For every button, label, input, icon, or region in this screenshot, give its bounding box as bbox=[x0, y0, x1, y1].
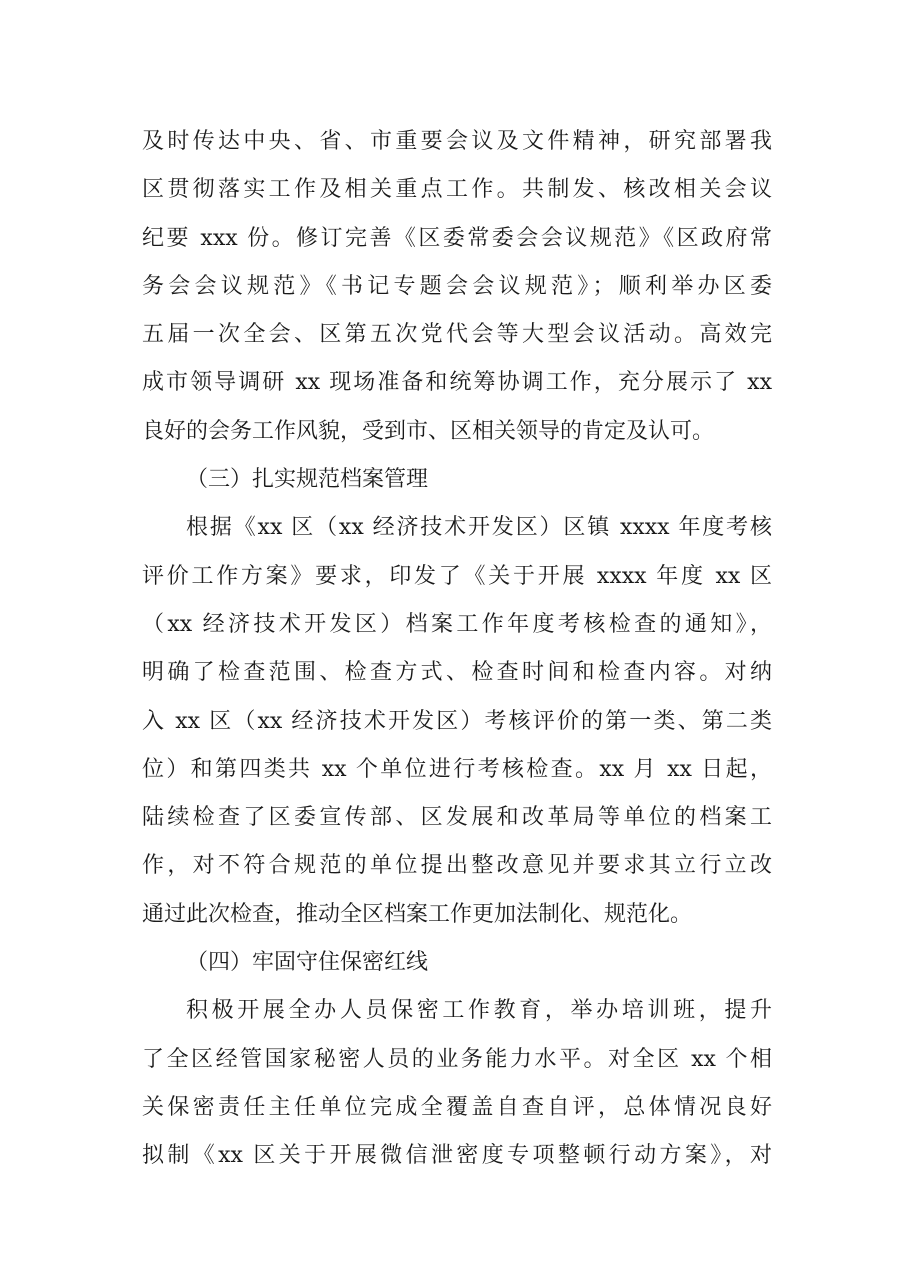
text-line: 关保密责任主任单位完成全覆盖自查自评，总体情况良好 bbox=[142, 1094, 772, 1120]
text-line: 积极开展全办人员保密工作教育，举办培训班，提升 bbox=[186, 998, 772, 1024]
text-line: 评价工作方案》要求，印发了《关于开展 xxxx 年度 xx 区 bbox=[142, 563, 772, 589]
text-line: 陆续检查了区委宣传部、区发展和改革局等单位的档案工 bbox=[142, 805, 772, 831]
text-line: 位）和第四类共 xx 个单位进行考核检查。xx 月 xx 日起， bbox=[142, 756, 772, 782]
section-heading: （四）牢固守住保密红线 bbox=[186, 950, 429, 976]
text-line: 良好的会务工作风貌，受到市、区相关领导的肯定及认可。 bbox=[142, 418, 715, 444]
text-line: 成市领导调研 xx 现场准备和统筹协调工作，充分展示了 xx bbox=[142, 370, 772, 396]
text-line: 了全区经管国家秘密人员的业务能力水平。对全区 xx 个相 bbox=[142, 1046, 772, 1072]
text-line: 作，对不符合规范的单位提出整改意见并要求其立行立改 bbox=[142, 853, 772, 879]
text-line: 通过此次检查，推动全区档案工作更加法制化、规范化。 bbox=[142, 901, 693, 927]
text-line: 纪要 xxx 份。修订完善《区委常委会会议规范》《区政府常 bbox=[142, 225, 772, 251]
text-line: 务会会议规范》《书记专题会会议规范》；顺利举办区委 bbox=[142, 273, 772, 299]
section-heading: （三）扎实规范档案管理 bbox=[186, 467, 429, 493]
text-line: 明确了检查范围、检查方式、检查时间和检查内容。对纳 bbox=[142, 660, 772, 686]
document-body bbox=[142, 118, 772, 1181]
text-line: 五届一次全会、区第五次党代会等大型会议活动。高效完 bbox=[142, 322, 772, 348]
text-line: 区贯彻落实工作及相关重点工作。共制发、核改相关会议 bbox=[142, 177, 772, 203]
text-line: （xx 经济技术开发区）档案工作年度考核检查的通知》， bbox=[142, 611, 772, 637]
text-line: 拟制《xx 区关于开展微信泄密度专项整顿行动方案》，对 bbox=[142, 1143, 772, 1169]
text-line: 及时传达中央、省、市重要会议及文件精神，研究部署我 bbox=[142, 129, 772, 154]
text-line: 入 xx 区（xx 经济技术开发区）考核评价的第一类、第二类 bbox=[142, 708, 772, 734]
text-line: 根据《xx 区（xx 经济技术开发区）区镇 xxxx 年度考核 bbox=[186, 515, 772, 541]
